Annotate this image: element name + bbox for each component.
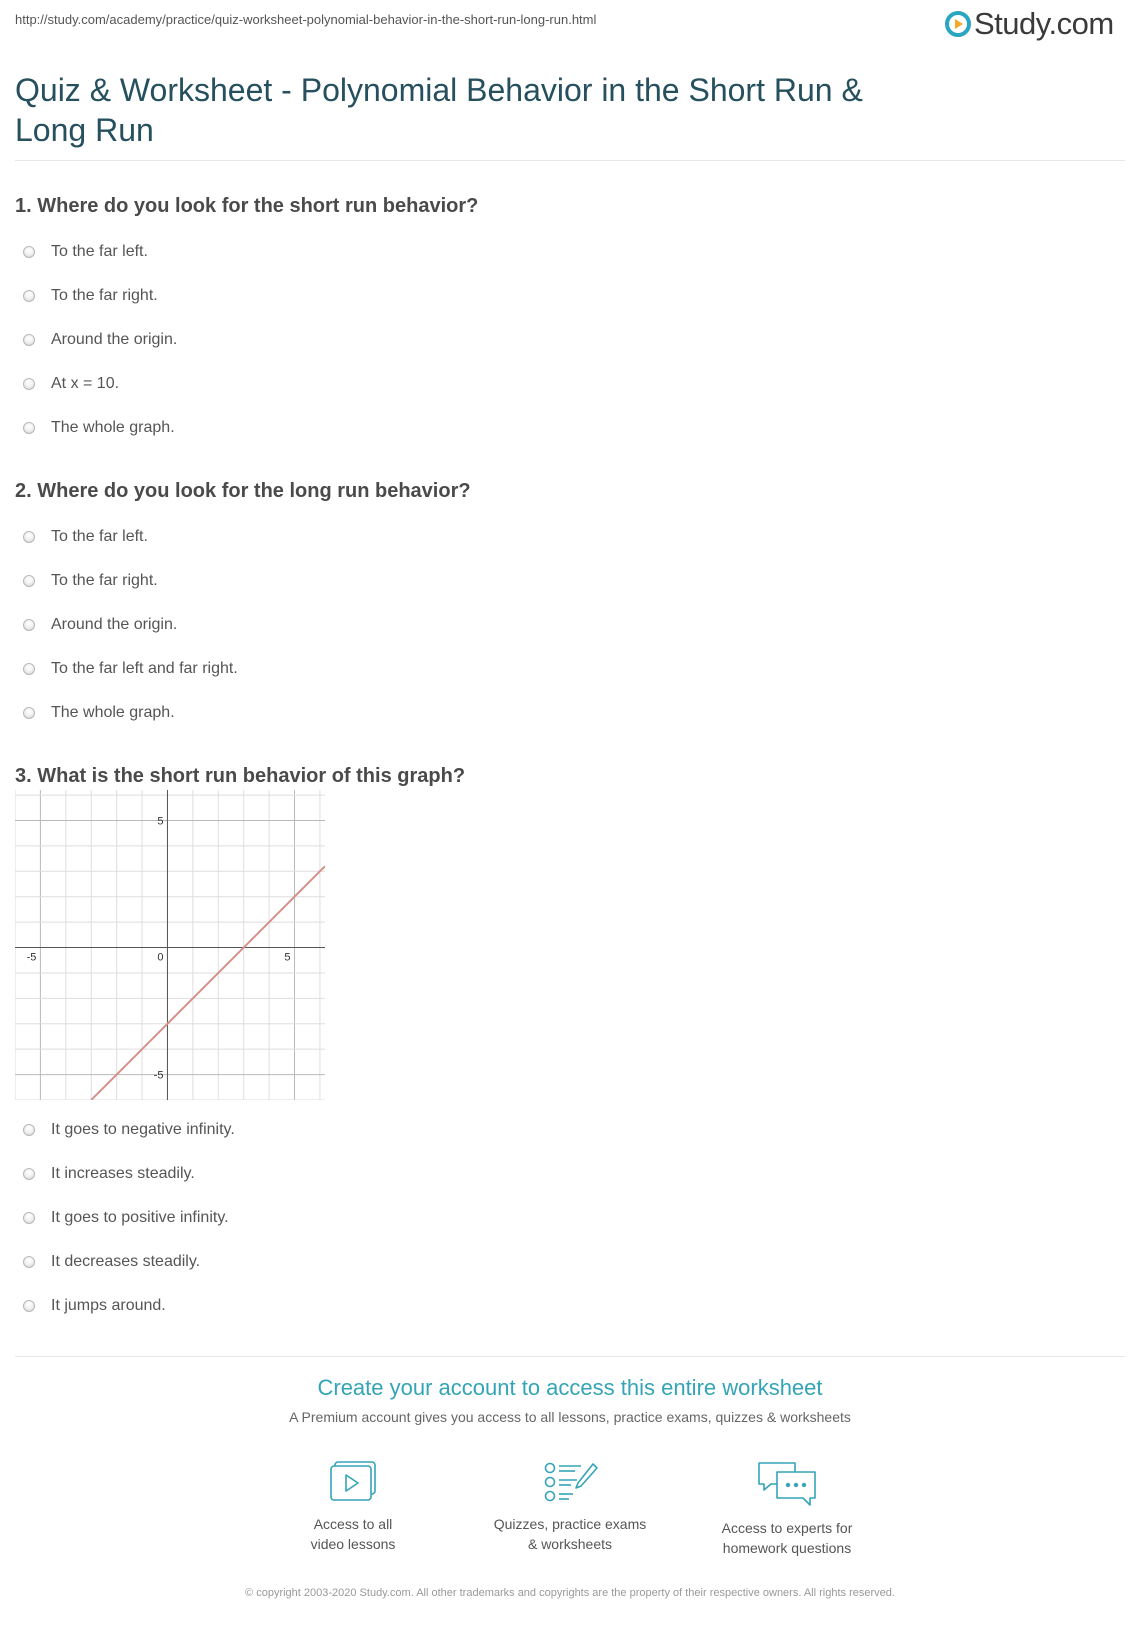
answer-option[interactable] [15, 1240, 235, 1284]
y-tick-label: 5 [157, 815, 164, 828]
radio-button[interactable] [23, 246, 35, 258]
feature-label: Access to all video lessons [310, 1516, 396, 1552]
answer-label: Around the origin. [51, 616, 178, 633]
quiz-checklist-icon [541, 1460, 599, 1506]
answer-options [15, 1108, 235, 1328]
page-url: http://study.com/academy/practice/quiz-worksheet-polynomial-behavior-in-the-short-run-long-run.html [15, 12, 597, 27]
chat-bubbles-icon [755, 1460, 819, 1510]
answer-option[interactable] [15, 1284, 235, 1328]
video-lesson-icon [326, 1460, 380, 1506]
radio-button[interactable] [23, 290, 35, 302]
answer-label: The whole graph. [51, 419, 175, 436]
radio-button[interactable] [23, 1300, 35, 1312]
answer-label: It increases steadily. [51, 1165, 195, 1182]
series-line [91, 866, 325, 1100]
answer-option[interactable] [15, 1196, 235, 1240]
answer-label: Around the origin. [51, 331, 178, 348]
feature-quizzes [470, 1460, 670, 1554]
question-1 [15, 193, 478, 450]
answer-label: It goes to positive infinity. [51, 1209, 229, 1226]
feature-experts [687, 1460, 887, 1558]
x-tick-label: 5 [284, 951, 291, 964]
line-graph [15, 790, 325, 1100]
answer-option[interactable] [15, 406, 478, 450]
question-3 [15, 763, 465, 789]
radio-button[interactable] [23, 1168, 35, 1180]
answer-option[interactable] [15, 603, 471, 647]
answer-label: It jumps around. [51, 1297, 166, 1314]
answer-label: At x = 10. [51, 375, 120, 392]
answer-option[interactable] [15, 318, 478, 362]
play-circle-icon [945, 11, 971, 37]
radio-button[interactable] [23, 531, 35, 543]
answer-option[interactable] [15, 1152, 235, 1196]
cta-title[interactable]: Create your account to access this entire worksheet [317, 1375, 823, 1400]
answer-option[interactable] [15, 559, 471, 603]
cta-subtitle: A Premium account gives you access to all lessons, practice exams, quizzes & worksheets [289, 1409, 851, 1425]
logo-text: Study.com [974, 6, 1114, 41]
x-tick-label: 0 [157, 951, 164, 964]
divider [15, 1356, 1125, 1357]
answer-option[interactable] [15, 362, 478, 406]
question-3-options [15, 1108, 235, 1328]
answer-label: To the far left. [51, 528, 148, 545]
question-text: 3. What is the short run behavior of this graph? [15, 765, 466, 787]
feature-label: Quizzes, practice exams & worksheets [493, 1516, 647, 1552]
feature-label: Access to experts for homework questions [721, 1520, 853, 1556]
answer-option[interactable] [15, 515, 471, 559]
radio-button[interactable] [23, 1124, 35, 1136]
radio-button[interactable] [23, 663, 35, 675]
divider [15, 160, 1125, 161]
answer-options [15, 230, 478, 450]
answer-option[interactable] [15, 647, 471, 691]
radio-button[interactable] [23, 575, 35, 587]
y-tick-label: -5 [153, 1069, 164, 1082]
question-text: 1. Where do you look for the short run behavior? [15, 195, 479, 217]
question-2 [15, 478, 471, 735]
answer-option[interactable] [15, 1108, 235, 1152]
radio-button[interactable] [23, 1212, 35, 1224]
answer-label: To the far left and far right. [51, 660, 238, 677]
answer-label: To the far right. [51, 287, 158, 304]
radio-button[interactable] [23, 334, 35, 346]
answer-label: The whole graph. [51, 704, 175, 721]
answer-label: It goes to negative infinity. [51, 1121, 235, 1138]
radio-button[interactable] [23, 378, 35, 390]
radio-button[interactable] [23, 422, 35, 434]
page-title: Quiz & Worksheet - Polynomial Behavior in the Short Run & Long Run [15, 72, 863, 148]
copyright-footer: © copyright 2003-2020 Study.com. All other trademarks and copyrights are the property of their respective owners. All rights reserved. [245, 1587, 895, 1599]
radio-button[interactable] [23, 1256, 35, 1268]
radio-button[interactable] [23, 707, 35, 719]
answer-option[interactable] [15, 230, 478, 274]
feature-video-lessons [253, 1460, 453, 1554]
radio-button[interactable] [23, 619, 35, 631]
answer-option[interactable] [15, 274, 478, 318]
answer-options [15, 515, 471, 735]
answer-label: To the far right. [51, 572, 158, 589]
answer-label: To the far left. [51, 243, 148, 260]
answer-label: It decreases steadily. [51, 1253, 201, 1270]
answer-option[interactable] [15, 691, 471, 735]
question-text: 2. Where do you look for the long run behavior? [15, 480, 471, 502]
study-logo[interactable] [945, 6, 1114, 42]
x-tick-label: -5 [26, 951, 37, 964]
